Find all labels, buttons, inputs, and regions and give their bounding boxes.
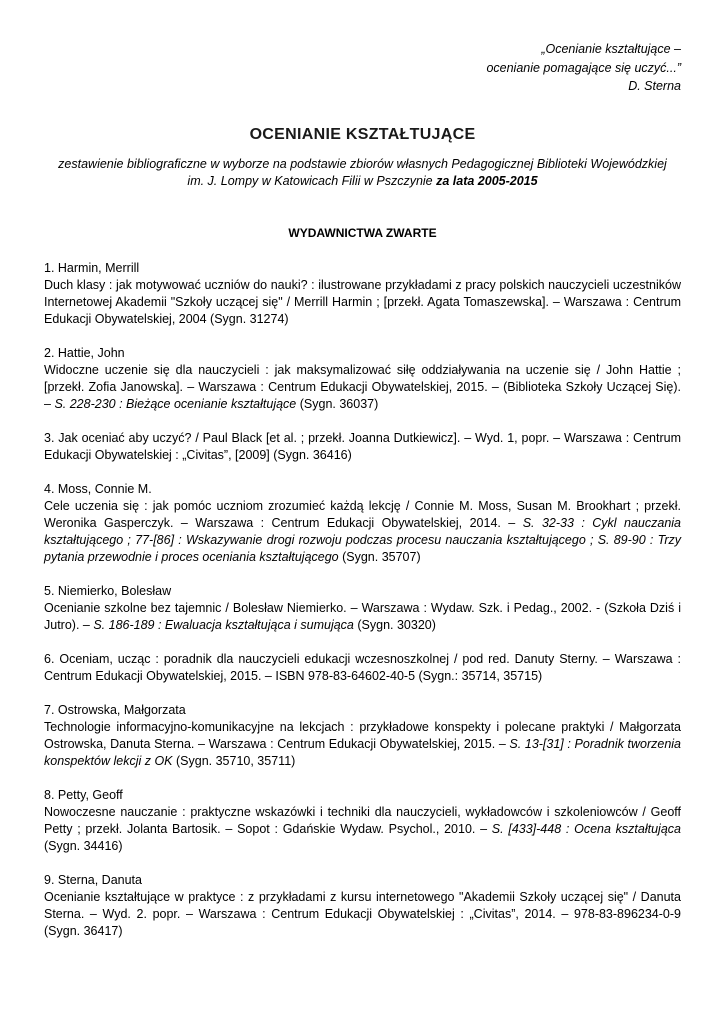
entry-text: 6. Oceniam, ucząc : poradnik dla nauczycieli edukacji wczesnoszkolnej / pod red. Danuty Sterny. – Warszawa : Centrum Edukacji Obywatelskiej, 2015. – ISBN 978-83-64602-40-5 (Sygn.: 35714, 35715)	[44, 651, 681, 683]
subtitle-period: za lata 2005-2015	[436, 173, 538, 188]
entry-signature: (Sygn. 30320)	[353, 617, 436, 632]
entry-author: 9. Sterna, Danuta	[44, 872, 142, 887]
bibliography-entry	[44, 702, 681, 770]
entry-author: 8. Petty, Geoff	[44, 787, 123, 802]
entry-author: 1. Harmin, Merrill	[44, 260, 140, 275]
entry-text: Ocenianie kształtujące w praktyce : z przykładami z kursu internetowego "Akademii Szkoły uczącej się" / Danuta Sterna. – Wyd. 2. popr. – Warszawa : Centrum Edukacji Obywatelskiej : „Civitas”, 2014. – 978-83-896234-0-9 (Sygn. 36417)	[44, 889, 681, 938]
document-title: OCENIANIE KSZTAŁTUJĄCE	[249, 125, 476, 143]
entry-description	[44, 498, 681, 566]
subtitle-text: zestawienie bibliograficzne w wyborze na podstawie zbiorów własnych Pedagogicznej Biblioteki Wojewódzkiej im. J. Lompy w Katowicach Filii w Pszczynie	[58, 156, 667, 188]
section-heading: WYDAWNICTWA ZWARTE	[288, 225, 437, 240]
bibliography-entry	[44, 872, 681, 940]
bibliography-list	[44, 260, 681, 940]
bibliography-entry	[44, 481, 681, 566]
motto-line-1: „Ocenianie kształtujące –	[541, 42, 681, 56]
bibliography-entry	[44, 651, 681, 685]
entry-text: Cele uczenia się : jak pomóc uczniom zrozumieć każdą lekcję / Connie M. Moss, Susan M. Brookhart ; przekł. Weronika Gasperczyk. – Warszawa : Centrum Edukacji Obywatelskiej, 2014. –	[44, 498, 681, 530]
entry-signature: (Sygn. 36037)	[296, 396, 379, 411]
entry-signature: (Sygn. 35707)	[338, 549, 421, 564]
entry-text: Technologie informacyjno-komunikacyjne na lekcjach : przykładowe konspekty i polecane praktyki / Małgorzata Ostrowska, Danuta Sterna. – Warszawa : Centrum Edukacji Obywatelskiej, 2015. –	[44, 719, 681, 751]
entry-description	[44, 277, 681, 328]
entry-author: 7. Ostrowska, Małgorzata	[44, 702, 186, 717]
entry-description	[44, 651, 681, 685]
entry-signature: (Sygn. 35710, 35711)	[172, 753, 296, 768]
entry-text: Nowoczesne nauczanie : praktyczne wskazówki i techniki dla nauczycieli, wykładowców i szkoleniowców / Geoff Petty ; przekł. Jolanta Bartosik. – Sopot : Gdańskie Wydaw. Psychol., 2010. –	[44, 804, 681, 836]
entry-chapter: S. [433]-448 : Ocena kształtująca	[491, 821, 681, 836]
entry-text: Widoczne uczenie się dla nauczycieli : jak maksymalizować siłę oddziaływania na uczenie się / John Hattie ; [przekł. Zofia Janowska]. – Warszawa : Centrum Edukacji Obywatelskiej, 2015. – (Biblioteka Szkoły Uczącej Się). –	[44, 362, 681, 411]
motto-author: D. Sterna	[628, 79, 681, 93]
entry-signature: (Sygn. 34416)	[44, 838, 123, 853]
entry-description	[44, 889, 681, 940]
entry-chapter: S. 32-33 : Cykl nauczania kształtującego ; 77-[86] : Wskazywanie drogi rozwoju podczas procesu nauczania kształtującego ; S. 89-90 : Trzy pytania przewodnie i proces oceniania kształtującego	[44, 515, 681, 564]
entry-text: 3. Jak oceniać aby uczyć? / Paul Black [et al. ; przekł. Joanna Dutkiewicz]. – Wyd. 1, popr. – Warszawa : Centrum Edukacji Obywatelskiej : „Civitas”, [2009] (Sygn. 36416)	[44, 430, 681, 462]
bibliography-entry	[44, 260, 681, 328]
entry-description	[44, 430, 681, 464]
document-subtitle	[44, 156, 681, 190]
motto-line-2: ocenianie pomagające się uczyć...”	[486, 60, 681, 75]
bibliography-entry	[44, 345, 681, 413]
entry-author: 4. Moss, Connie M.	[44, 481, 152, 496]
entry-text: Duch klasy : jak motywować uczniów do nauki? : ilustrowane przykładami z pracy polskich nauczycieli uczestników Internetowej Akademii "Szkoły uczącej się" / Merrill Harmin ; [przekł. Agata Tomaszewska]. – Warszawa : Centrum Edukacji Obywatelskiej, 2004 (Sygn. 31274)	[44, 277, 681, 326]
bibliography-entry	[44, 583, 681, 634]
entry-description	[44, 362, 681, 413]
entry-text: Ocenianie szkolne bez tajemnic / Bolesław Niemierko. – Warszawa : Wydaw. Szk. i Pedag., 2002. - (Szkoła Dziś i Jutro). –	[44, 600, 681, 632]
entry-author: 2. Hattie, John	[44, 345, 125, 360]
bibliography-entry	[44, 430, 681, 464]
entry-author: 5. Niemierko, Bolesław	[44, 583, 172, 598]
bibliography-entry	[44, 787, 681, 855]
entry-chapter: S. 13-[31] : Poradnik tworzenia konspektów lekcji z OK	[44, 736, 681, 768]
entry-chapter: S. 228-230 : Bieżące ocenianie kształtujące	[54, 396, 297, 411]
motto-quote	[44, 40, 681, 96]
entry-chapter: S. 186-189 : Ewaluacja kształtująca i sumująca	[93, 617, 354, 632]
entry-description	[44, 804, 681, 855]
entry-description	[44, 600, 681, 634]
entry-description	[44, 719, 681, 770]
